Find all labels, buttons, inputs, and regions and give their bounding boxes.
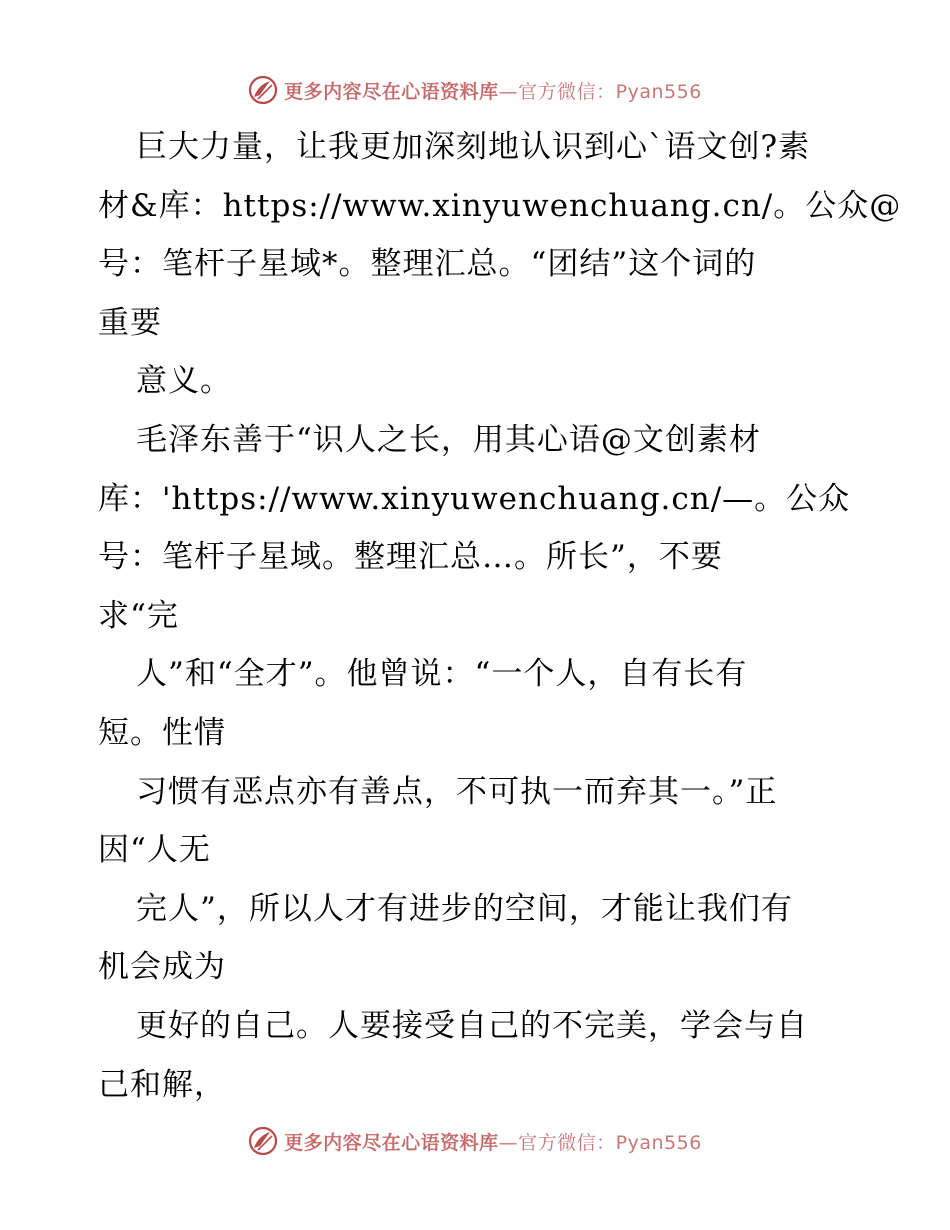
header-banner-bold: 更多内容尽在心语资料库 [284, 80, 499, 103]
text-line: 己和解， [98, 1066, 226, 1103]
pen-logo-icon [248, 75, 278, 105]
footer-banner-bold: 更多内容尽在心语资料库 [284, 1131, 499, 1154]
text-line: 短。性情 [98, 714, 226, 751]
footer-banner [0, 1121, 950, 1161]
header-banner [0, 70, 950, 110]
text-line: 意义。 [136, 363, 232, 400]
text-line: 机会成为 [98, 949, 226, 986]
text-line: 因“人无 [98, 832, 211, 869]
text-line: 更好的自己。人要接受自己的不完美，学会与自 [136, 1007, 808, 1044]
text-line: 重要 [98, 304, 162, 341]
text-line: 完人”，所以人才有进步的空间，才能让我们有 [136, 890, 793, 927]
text-line: 人”和“全才”。他曾说：“一个人，自有长有 [136, 656, 748, 693]
document-body [98, 118, 902, 1114]
text-line: 库：'https://www.xinyuwenchuang.cn/—。公众 [98, 480, 851, 517]
text-line: 毛泽东善于“识人之长，用其心语@文创素材 [136, 421, 761, 458]
footer-banner-text [284, 1128, 702, 1155]
text-line: 巨大力量，让我更加深刻地认识到心`语文创?素 [136, 129, 811, 165]
text-line: 材&库：https://www.xinyuwenchuang.cn/。公众@ [98, 187, 902, 224]
text-line: 习惯有恶点亦有善点，不可执一而弃其一。”正 [136, 773, 778, 810]
text-line: 号：笔杆子星域。整理汇总…。所长”，不要 [98, 539, 723, 576]
text-line: 号：笔杆子星域*。整理汇总。“团结”这个词的 [98, 246, 757, 283]
text-line: 求“完 [98, 597, 179, 634]
pen-logo-icon [248, 1126, 278, 1156]
header-banner-text [284, 77, 702, 104]
footer-banner-plain: —官方微信：Pyan556 [498, 1131, 702, 1154]
header-banner-plain: —官方微信：Pyan556 [498, 80, 702, 103]
